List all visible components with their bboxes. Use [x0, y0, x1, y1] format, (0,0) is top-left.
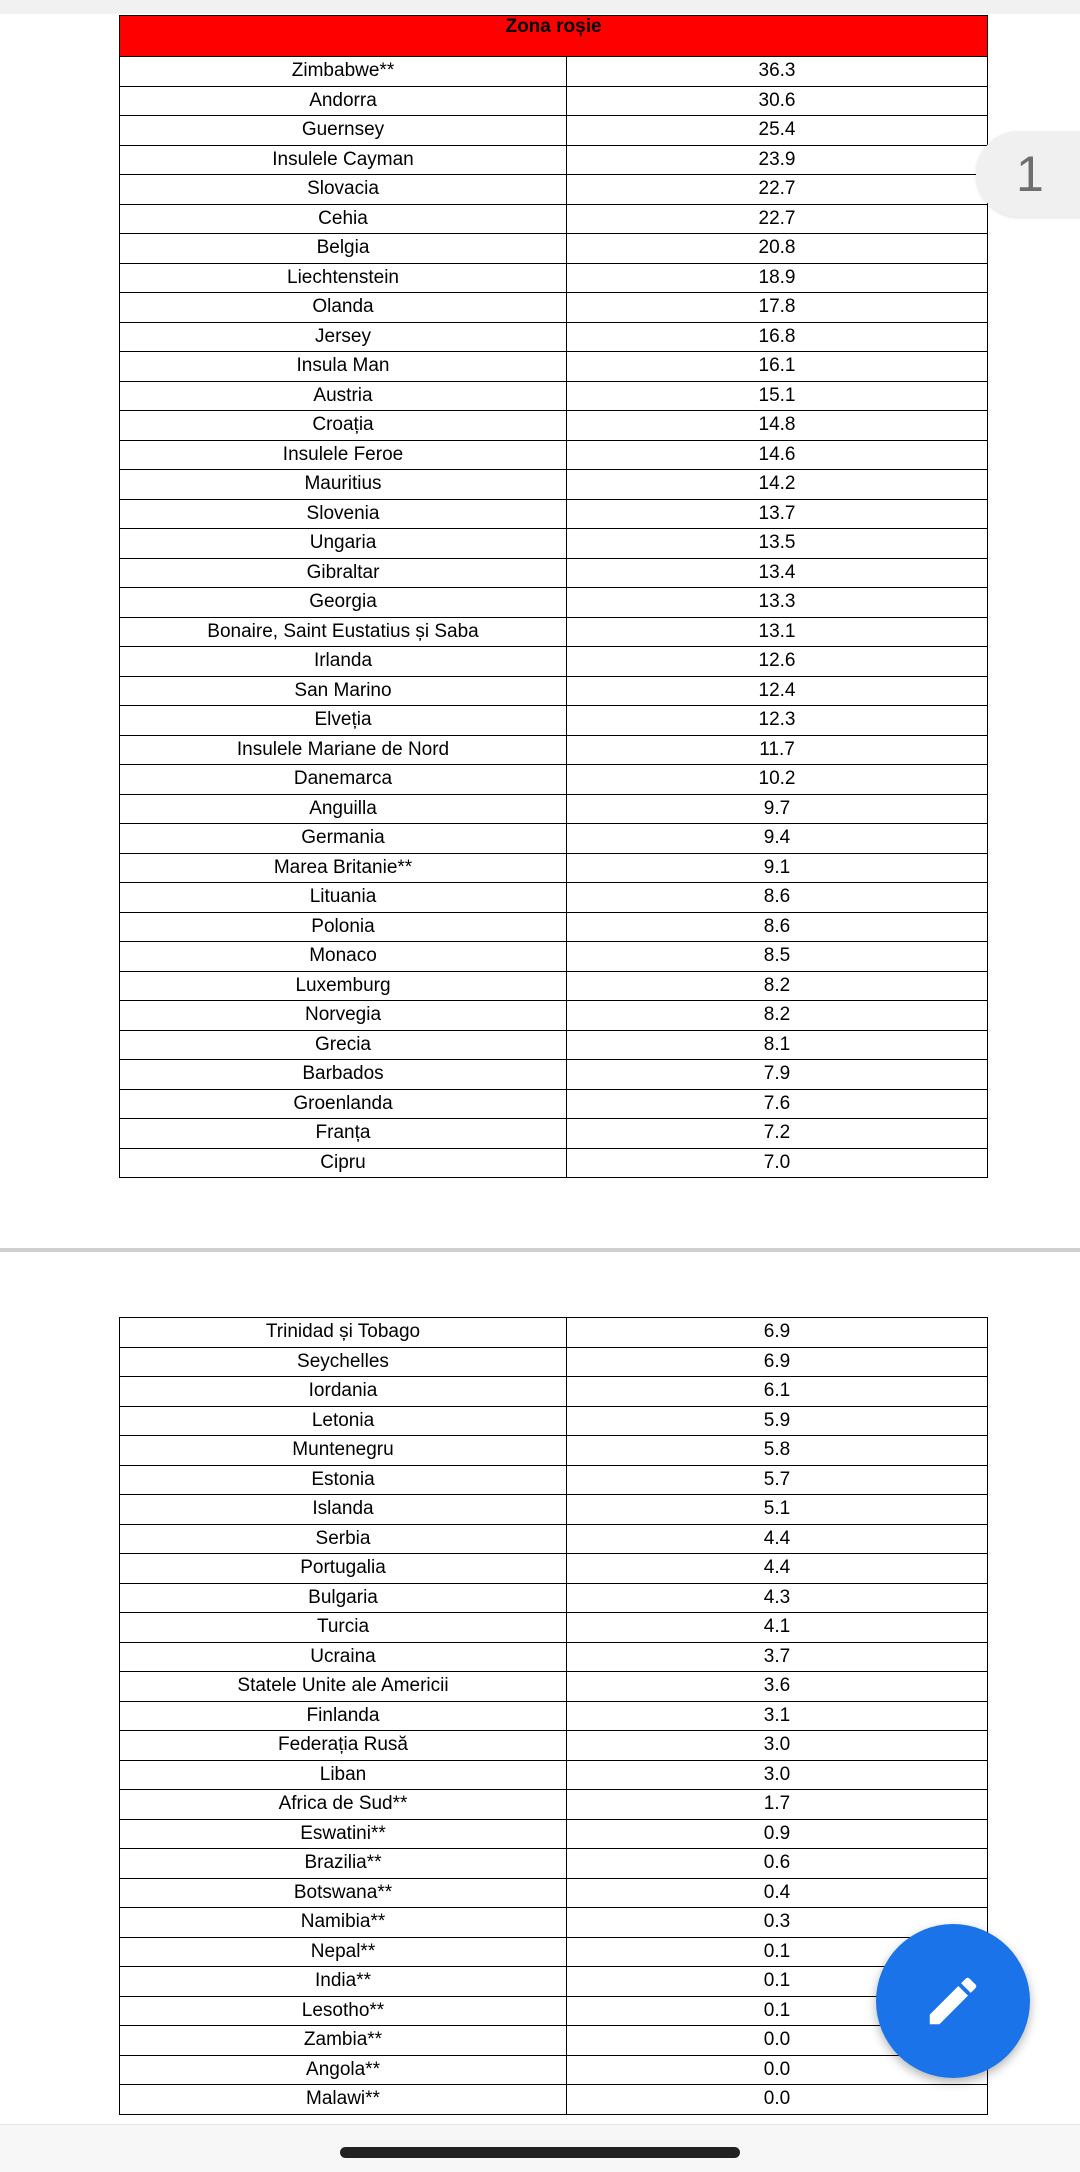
value-cell: 36.3: [567, 57, 988, 87]
value-cell: 8.1: [567, 1030, 988, 1060]
value-cell: 14.2: [567, 470, 988, 500]
value-cell: 3.7: [567, 1642, 988, 1672]
country-cell: Cipru: [120, 1148, 567, 1178]
table-row: [120, 1406, 988, 1436]
value-cell: 8.5: [567, 942, 988, 972]
page-number: 1: [1016, 146, 1044, 202]
country-cell: Luxemburg: [120, 971, 567, 1001]
country-cell: Eswatini**: [120, 1819, 567, 1849]
value-cell: 12.3: [567, 706, 988, 736]
table-row: [120, 912, 988, 942]
table-row: [120, 2055, 988, 2085]
table-row: [120, 1819, 988, 1849]
value-cell: 12.4: [567, 676, 988, 706]
table-row: [120, 676, 988, 706]
country-cell: Andorra: [120, 86, 567, 116]
value-cell: 22.7: [567, 175, 988, 205]
country-cell: Olanda: [120, 293, 567, 323]
red-zone-table-continued: [119, 1317, 988, 2115]
country-cell: Gibraltar: [120, 558, 567, 588]
table-row: [120, 204, 988, 234]
country-cell: Barbados: [120, 1060, 567, 1090]
value-cell: 13.5: [567, 529, 988, 559]
country-cell: Jersey: [120, 322, 567, 352]
value-cell: 3.0: [567, 1731, 988, 1761]
value-cell: 30.6: [567, 86, 988, 116]
value-cell: 0.1: [567, 1967, 988, 1997]
value-cell: 18.9: [567, 263, 988, 293]
value-cell: 14.6: [567, 440, 988, 470]
table-row: [120, 1436, 988, 1466]
country-cell: Zambia**: [120, 2026, 567, 2056]
table-row: [120, 1996, 988, 2026]
country-cell: Grecia: [120, 1030, 567, 1060]
table-row: [120, 1672, 988, 1702]
country-cell: Austria: [120, 381, 567, 411]
value-cell: 7.6: [567, 1089, 988, 1119]
table-row: [120, 2026, 988, 2056]
value-cell: 13.3: [567, 588, 988, 618]
table-row: [120, 1495, 988, 1525]
country-cell: Marea Britanie**: [120, 853, 567, 883]
navigation-bar: [0, 2124, 1080, 2172]
value-cell: 0.0: [567, 2055, 988, 2085]
table-header-row: [120, 16, 988, 57]
table-row: [120, 145, 988, 175]
table-row: [120, 1701, 988, 1731]
country-cell: Portugalia: [120, 1554, 567, 1584]
table-row: [120, 234, 988, 264]
value-cell: 22.7: [567, 204, 988, 234]
table-row: [120, 1347, 988, 1377]
value-cell: 8.6: [567, 912, 988, 942]
value-cell: 16.1: [567, 352, 988, 382]
country-cell: Guernsey: [120, 116, 567, 146]
country-cell: Franța: [120, 1119, 567, 1149]
country-cell: Nepal**: [120, 1937, 567, 1967]
table-row: [120, 1089, 988, 1119]
value-cell: 0.9: [567, 1819, 988, 1849]
value-cell: 10.2: [567, 765, 988, 795]
value-cell: 5.8: [567, 1436, 988, 1466]
country-cell: Groenlanda: [120, 1089, 567, 1119]
value-cell: 16.8: [567, 322, 988, 352]
table-row: [120, 529, 988, 559]
value-cell: 6.9: [567, 1347, 988, 1377]
table-row: [120, 263, 988, 293]
country-cell: Insulele Mariane de Nord: [120, 735, 567, 765]
country-cell: Cehia: [120, 204, 567, 234]
value-cell: 3.0: [567, 1760, 988, 1790]
country-cell: Anguilla: [120, 794, 567, 824]
value-cell: 8.6: [567, 883, 988, 913]
country-cell: Africa de Sud**: [120, 1790, 567, 1820]
table-row: [120, 824, 988, 854]
country-cell: Bonaire, Saint Eustatius și Saba: [120, 617, 567, 647]
value-cell: 0.4: [567, 1878, 988, 1908]
table-row: [120, 1642, 988, 1672]
value-cell: 7.2: [567, 1119, 988, 1149]
value-cell: 3.1: [567, 1701, 988, 1731]
country-cell: Liechtenstein: [120, 263, 567, 293]
table-row: [120, 499, 988, 529]
value-cell: 14.8: [567, 411, 988, 441]
pencil-edit-icon: [922, 1970, 984, 2032]
country-cell: Turcia: [120, 1613, 567, 1643]
country-cell: Georgia: [120, 588, 567, 618]
table-row: [120, 971, 988, 1001]
country-cell: Belgia: [120, 234, 567, 264]
table-row: [120, 1119, 988, 1149]
country-cell: Monaco: [120, 942, 567, 972]
value-cell: 5.1: [567, 1495, 988, 1525]
table-row: [120, 440, 988, 470]
country-cell: Germania: [120, 824, 567, 854]
country-cell: Liban: [120, 1760, 567, 1790]
table-row: [120, 470, 988, 500]
table-row: [120, 352, 988, 382]
value-cell: 0.1: [567, 1937, 988, 1967]
country-cell: Ungaria: [120, 529, 567, 559]
country-cell: Finlanda: [120, 1701, 567, 1731]
country-cell: Mauritius: [120, 470, 567, 500]
table-row: [120, 381, 988, 411]
country-cell: Muntenegru: [120, 1436, 567, 1466]
value-cell: 4.4: [567, 1554, 988, 1584]
country-cell: Iordania: [120, 1377, 567, 1407]
red-zone-table: [119, 15, 988, 1178]
table-row: [120, 1318, 988, 1348]
country-cell: Estonia: [120, 1465, 567, 1495]
country-cell: India**: [120, 1967, 567, 1997]
top-strip: [0, 0, 1080, 15]
table-row: [120, 1001, 988, 1031]
table-row: [120, 1908, 988, 1938]
table-row: [120, 706, 988, 736]
value-cell: 8.2: [567, 1001, 988, 1031]
edit-fab-button[interactable]: [876, 1924, 1030, 2078]
country-cell: Namibia**: [120, 1908, 567, 1938]
table-row: [120, 57, 988, 87]
table-row: [120, 647, 988, 677]
table-row: [120, 322, 988, 352]
table-row: [120, 1583, 988, 1613]
table-row: [120, 558, 988, 588]
table-row: [120, 1849, 988, 1879]
value-cell: 1.7: [567, 1790, 988, 1820]
country-cell: Elveția: [120, 706, 567, 736]
country-cell: Croația: [120, 411, 567, 441]
country-cell: Danemarca: [120, 765, 567, 795]
value-cell: 11.7: [567, 735, 988, 765]
table-row: [120, 1377, 988, 1407]
value-cell: 5.7: [567, 1465, 988, 1495]
value-cell: 25.4: [567, 116, 988, 146]
value-cell: 3.6: [567, 1672, 988, 1702]
country-cell: Islanda: [120, 1495, 567, 1525]
country-cell: Slovacia: [120, 175, 567, 205]
table-row: [120, 1148, 988, 1178]
value-cell: 15.1: [567, 381, 988, 411]
country-cell: Malawi**: [120, 2085, 567, 2115]
country-cell: Botswana**: [120, 1878, 567, 1908]
value-cell: 13.7: [567, 499, 988, 529]
value-cell: 23.9: [567, 145, 988, 175]
country-cell: Trinidad și Tobago: [120, 1318, 567, 1348]
value-cell: 4.4: [567, 1524, 988, 1554]
country-cell: Slovenia: [120, 499, 567, 529]
table-row: [120, 1937, 988, 1967]
value-cell: 13.1: [567, 617, 988, 647]
country-cell: Irlanda: [120, 647, 567, 677]
table-row: [120, 1790, 988, 1820]
value-cell: 5.9: [567, 1406, 988, 1436]
table-row: [120, 883, 988, 913]
table-row: [120, 588, 988, 618]
table-row: [120, 1731, 988, 1761]
value-cell: 9.4: [567, 824, 988, 854]
country-cell: Insulele Cayman: [120, 145, 567, 175]
country-cell: Lesotho**: [120, 1996, 567, 2026]
value-cell: 12.6: [567, 647, 988, 677]
value-cell: 6.1: [567, 1377, 988, 1407]
value-cell: 20.8: [567, 234, 988, 264]
country-cell: Angola**: [120, 2055, 567, 2085]
table-row: [120, 735, 988, 765]
country-cell: Polonia: [120, 912, 567, 942]
table-row: [120, 1465, 988, 1495]
country-cell: Letonia: [120, 1406, 567, 1436]
value-cell: 9.1: [567, 853, 988, 883]
table-row: [120, 86, 988, 116]
page-number-indicator: [976, 131, 1080, 217]
table-row: [120, 1030, 988, 1060]
table-row: [120, 794, 988, 824]
table-row: [120, 1878, 988, 1908]
value-cell: 4.3: [567, 1583, 988, 1613]
home-indicator[interactable]: [340, 2147, 740, 2158]
country-cell: Insula Man: [120, 352, 567, 382]
country-cell: Norvegia: [120, 1001, 567, 1031]
table-row: [120, 853, 988, 883]
value-cell: 6.9: [567, 1318, 988, 1348]
country-cell: Federația Rusă: [120, 1731, 567, 1761]
value-cell: 0.1: [567, 1996, 988, 2026]
country-cell: Bulgaria: [120, 1583, 567, 1613]
value-cell: 0.6: [567, 1849, 988, 1879]
country-cell: San Marino: [120, 676, 567, 706]
table-row: [120, 2085, 988, 2115]
value-cell: 17.8: [567, 293, 988, 323]
table-row: [120, 1554, 988, 1584]
table-row: [120, 1760, 988, 1790]
value-cell: 7.9: [567, 1060, 988, 1090]
table-row: [120, 116, 988, 146]
red-zone-header: Zona roșie: [120, 16, 988, 57]
country-cell: Ucraina: [120, 1642, 567, 1672]
document-page-1[interactable]: [0, 14, 1080, 1248]
value-cell: 8.2: [567, 971, 988, 1001]
country-cell: Serbia: [120, 1524, 567, 1554]
table-row: [120, 942, 988, 972]
value-cell: 0.0: [567, 2026, 988, 2056]
country-cell: Statele Unite ale Americii: [120, 1672, 567, 1702]
value-cell: 7.0: [567, 1148, 988, 1178]
table-row: [120, 1613, 988, 1643]
value-cell: 0.3: [567, 1908, 988, 1938]
country-cell: Zimbabwe**: [120, 57, 567, 87]
value-cell: 0.0: [567, 2085, 988, 2115]
table-row: [120, 293, 988, 323]
country-cell: Seychelles: [120, 1347, 567, 1377]
table-row: [120, 765, 988, 795]
country-cell: Insulele Feroe: [120, 440, 567, 470]
table-row: [120, 1524, 988, 1554]
table-row: [120, 1967, 988, 1997]
table-row: [120, 411, 988, 441]
country-cell: Brazilia**: [120, 1849, 567, 1879]
table-row: [120, 175, 988, 205]
country-cell: Lituania: [120, 883, 567, 913]
value-cell: 13.4: [567, 558, 988, 588]
table-row: [120, 1060, 988, 1090]
value-cell: 9.7: [567, 794, 988, 824]
value-cell: 4.1: [567, 1613, 988, 1643]
table-row: [120, 617, 988, 647]
